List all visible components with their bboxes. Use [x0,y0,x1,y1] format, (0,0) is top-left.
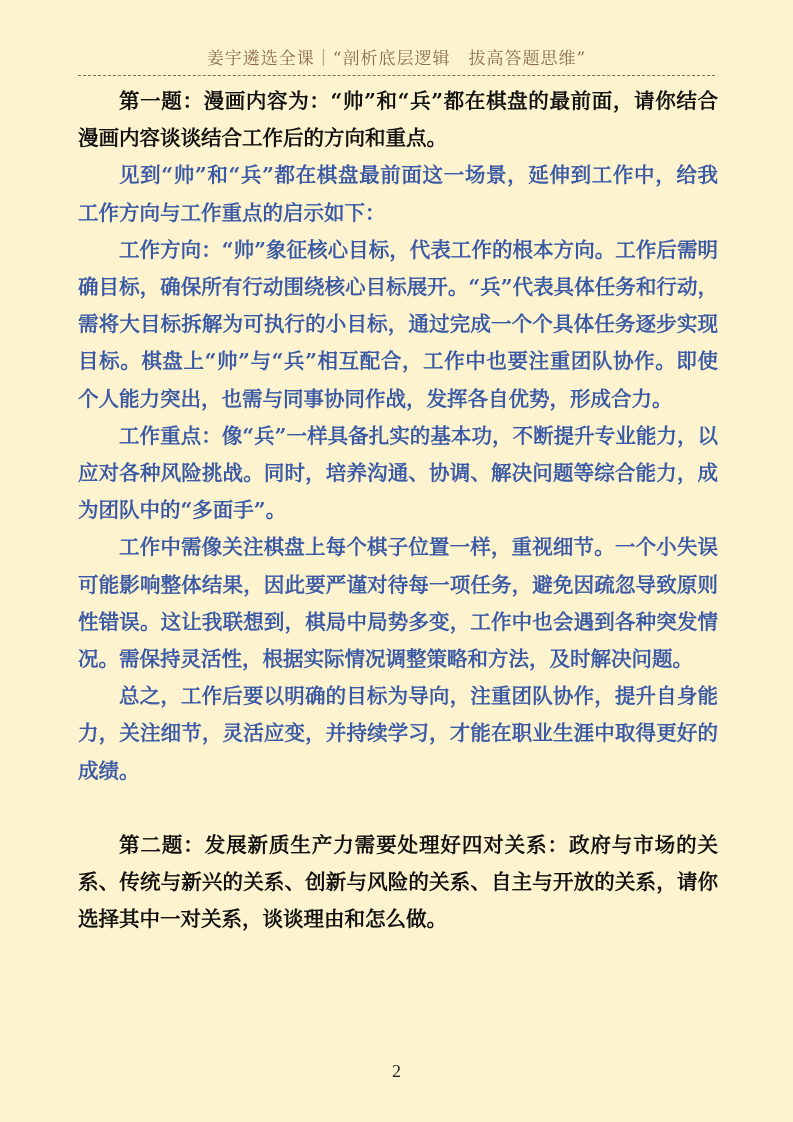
section-gap [78,790,718,827]
page-number: 2 [392,1061,401,1081]
answer-1-paragraph-4: 工作中需像关注棋盘上每个棋子位置一样，重视细节。一个小失误可能影响整体结果，因此要严谨对待每一项任务，避免因疏忽导致原则性错误。这让我联想到，棋局中局势多变，工作中也会遇到各种突发情况。需保持灵活性，根据实际情况调整策略和方法，及时解决问题。 [78,535,718,672]
question-2: 第二题：发展新质生产力需要处理好四对关系：政府与市场的关系、传统与新兴的关系、创新与风险的关系、自主与开放的关系，请你选择其中一对关系，谈谈理由和怎么做。 [78,832,718,932]
answer-1-paragraph-2: 工作方向：“帅”象征核心目标，代表工作的根本方向。工作后需明确目标，确保所有行动围绕核心目标展开。“兵”代表具体任务和行动，需将大目标拆解为可执行的小目标，通过完成一个个具体任务逐步实现目标。棋盘上“帅”与“兵”相互配合，工作中也要注重团队协作。即使个人能力突出，也需与同事协同作战，发挥各自优势，形成合力。 [78,237,718,411]
question-1: 第一题：漫画内容为：“帅”和“兵”都在棋盘的最前面，请你结合漫画内容谈谈结合工作后的方向和重点。 [78,89,718,151]
document-body [78,83,718,938]
answer-1-paragraph-1: 见到“帅”和“兵”都在棋盘最前面这一场景，延伸到工作中，给我工作方向与工作重点的启示如下： [78,163,718,225]
answer-1-paragraph-3: 工作重点：像“兵”一样具备扎实的基本功，不断提升专业能力，以应对各种风险挑战。同时，培养沟通、协调、解决问题等综合能力，成为团队中的“多面手”。 [78,423,718,523]
answer-1-paragraph-5: 总之，工作后要以明确的目标为导向，注重团队协作，提升自身能力，关注细节，灵活应变，并持续学习，才能在职业生涯中取得更好的成绩。 [78,684,718,783]
page-header: 姜宇遴选全课｜“剖析底层逻辑 拔高答题思维” [206,49,587,69]
header-divider [78,75,715,76]
